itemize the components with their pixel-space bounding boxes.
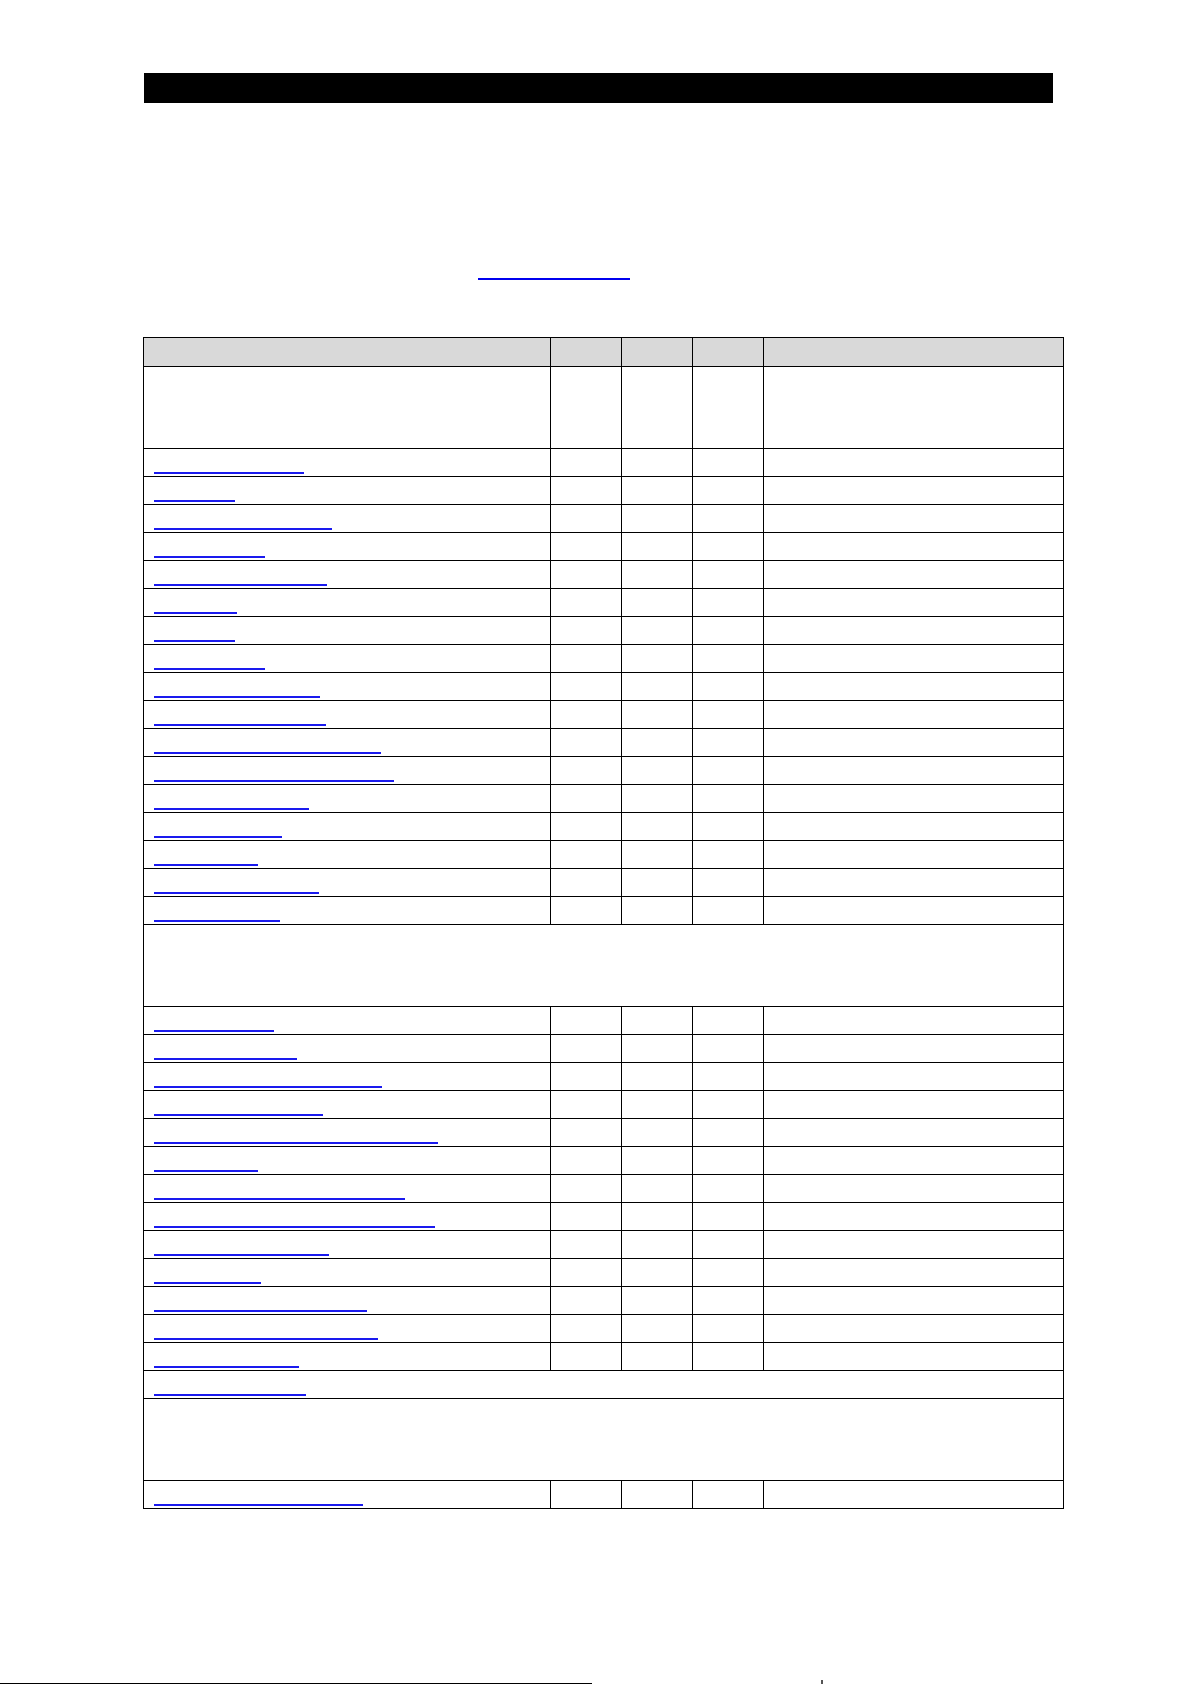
link-cell [144,1035,551,1063]
section-intro-cell [551,367,622,449]
data-cell [622,1063,693,1091]
table-row [144,841,1064,869]
data-cell [693,1091,764,1119]
data-cell [693,1063,764,1091]
table-header-row [144,338,1064,367]
data-cell [622,1259,693,1287]
row-link[interactable] [154,1296,367,1312]
data-cell [693,1007,764,1035]
row-link[interactable] [154,878,319,894]
data-cell [693,561,764,589]
data-cell [693,841,764,869]
row-link[interactable] [154,1184,405,1200]
data-cell [551,589,622,617]
data-cell [693,1343,764,1371]
section-intro-cell [693,367,764,449]
table-row [144,729,1064,757]
row-link[interactable] [154,1240,329,1256]
data-cell [764,757,1064,785]
table-row [144,561,1064,589]
row-link[interactable] [154,1268,261,1284]
table-row [144,1147,1064,1175]
data-cell [551,785,622,813]
data-cell [551,1481,622,1509]
data-cell [622,1091,693,1119]
link-cell [144,505,551,533]
section-intro-row [144,1399,1064,1481]
row-link[interactable] [154,766,394,782]
data-cell [693,1259,764,1287]
row-link[interactable] [154,794,309,810]
table-row [144,1481,1064,1509]
table-row [144,869,1064,897]
data-cell [764,701,1064,729]
link-cell [144,1119,551,1147]
data-cell [693,813,764,841]
data-cell [622,1231,693,1259]
intro-link[interactable] [478,262,630,280]
column-header [622,338,693,367]
data-cell [551,1035,622,1063]
data-cell [693,505,764,533]
table-row [144,785,1064,813]
row-link[interactable] [154,1100,323,1116]
row-link[interactable] [154,710,326,726]
data-cell [693,869,764,897]
row-link[interactable] [154,1016,274,1032]
data-cell [551,1091,622,1119]
data-cell [693,1231,764,1259]
table-row [144,1063,1064,1091]
data-cell [551,1287,622,1315]
section-intro-cell [144,367,551,449]
link-cell [144,785,551,813]
row-link[interactable] [154,1324,378,1340]
data-cell [551,1343,622,1371]
data-cell [764,1091,1064,1119]
data-cell [622,869,693,897]
data-cell [551,1147,622,1175]
row-link[interactable] [154,906,280,922]
data-cell [551,1175,622,1203]
data-cell [622,561,693,589]
data-cell [622,1287,693,1315]
data-cell [764,1203,1064,1231]
table-row [144,589,1064,617]
column-header [144,338,551,367]
row-link[interactable] [154,514,332,530]
data-cell [551,617,622,645]
table-row [144,1119,1064,1147]
table-row [144,617,1064,645]
data-cell [764,729,1064,757]
row-link[interactable] [154,1352,299,1368]
link-cell [144,1147,551,1175]
row-link[interactable] [154,570,327,586]
data-cell [551,1231,622,1259]
data-cell [764,617,1064,645]
data-cell [551,869,622,897]
column-header [693,338,764,367]
link-cell [144,729,551,757]
section-intro-row [144,925,1064,1007]
link-cell [144,897,551,925]
data-cell [622,701,693,729]
data-cell [551,1315,622,1343]
link-cell [144,1371,1064,1399]
row-link[interactable] [154,1072,382,1088]
data-cell [693,1119,764,1147]
data-cell [551,729,622,757]
data-cell [551,757,622,785]
data-cell [551,1063,622,1091]
data-cell [764,1287,1064,1315]
data-cell [622,1203,693,1231]
data-cell [622,589,693,617]
link-cell [144,1259,551,1287]
link-cell [144,1481,551,1509]
data-cell [622,1343,693,1371]
data-cell [764,869,1064,897]
data-cell [551,1259,622,1287]
data-cell [693,701,764,729]
data-cell [622,1147,693,1175]
data-cell [764,505,1064,533]
data-cell [764,1231,1064,1259]
data-cell [693,645,764,673]
data-cell [764,1063,1064,1091]
footnote-separator [0,1683,592,1684]
section-intro-cell [144,925,1064,1007]
data-cell [622,729,693,757]
data-cell [764,897,1064,925]
row-link[interactable] [154,598,237,614]
data-cell [764,1007,1064,1035]
data-cell [622,645,693,673]
link-cell [144,645,551,673]
data-cell [622,785,693,813]
link-cell [144,673,551,701]
table-row [144,1259,1064,1287]
data-cell [622,757,693,785]
row-link[interactable] [154,738,381,754]
data-cell [693,897,764,925]
link-cell [144,477,551,505]
section-intro-cell [144,1399,1064,1481]
data-cell [551,477,622,505]
data-cell [551,897,622,925]
table-row [144,1371,1064,1399]
link-cell [144,869,551,897]
column-header [551,338,622,367]
data-cell [764,1481,1064,1509]
table-row [144,477,1064,505]
data-cell [764,477,1064,505]
data-cell [551,505,622,533]
data-cell [551,841,622,869]
data-cell [551,561,622,589]
table-row [144,645,1064,673]
data-cell [764,449,1064,477]
data-cell [764,673,1064,701]
page-mark [821,1680,823,1684]
data-cell [693,1287,764,1315]
data-cell [764,841,1064,869]
data-cell [693,757,764,785]
data-cell [551,673,622,701]
data-cell [551,449,622,477]
link-cell [144,701,551,729]
table-row [144,1007,1064,1035]
data-cell [693,1175,764,1203]
page-header-bar [144,73,1053,103]
link-cell [144,533,551,561]
link-cell [144,841,551,869]
link-cell [144,1343,551,1371]
data-cell [693,1481,764,1509]
table-row [144,757,1064,785]
data-cell [551,645,622,673]
table-row [144,1231,1064,1259]
data-cell [693,449,764,477]
data-cell [764,1259,1064,1287]
link-cell [144,1175,551,1203]
data-cell [693,729,764,757]
section-intro-cell [622,367,693,449]
data-cell [764,1119,1064,1147]
data-cell [693,533,764,561]
table-row [144,533,1064,561]
data-cell [622,477,693,505]
table-row [144,897,1064,925]
row-link[interactable] [154,654,265,670]
data-cell [693,1147,764,1175]
row-link[interactable] [154,682,320,698]
table-row [144,1343,1064,1371]
data-cell [622,1007,693,1035]
data-cell [551,813,622,841]
table-row [144,1287,1064,1315]
data-cell [622,1315,693,1343]
link-cell [144,1231,551,1259]
data-cell [551,1007,622,1035]
data-cell [693,589,764,617]
table-row [144,701,1064,729]
data-cell [764,1315,1064,1343]
intro-link-text [478,262,630,280]
table-row [144,1175,1064,1203]
data-cell [693,673,764,701]
row-link[interactable] [154,542,265,558]
data-cell [622,813,693,841]
link-cell [144,449,551,477]
row-link[interactable] [154,1044,297,1060]
data-cell [764,813,1064,841]
table-row [144,1203,1064,1231]
data-cell [764,1175,1064,1203]
data-cell [764,533,1064,561]
data-cell [622,1481,693,1509]
data-cell [622,505,693,533]
column-header [764,338,1064,367]
link-cell [144,1091,551,1119]
table-row [144,673,1064,701]
row-link[interactable] [154,1128,438,1144]
data-cell [764,1343,1064,1371]
link-cell [144,1203,551,1231]
data-cell [551,533,622,561]
row-link[interactable] [154,850,258,866]
table-row [144,813,1064,841]
data-cell [622,533,693,561]
link-cell [144,1007,551,1035]
data-cell [764,785,1064,813]
row-link[interactable] [154,458,304,474]
row-link[interactable] [154,486,235,502]
link-cell [144,617,551,645]
link-cell [144,757,551,785]
data-cell [764,561,1064,589]
link-cell [144,1063,551,1091]
data-cell [764,645,1064,673]
data-cell [693,785,764,813]
table-row [144,1315,1064,1343]
section-intro-row [144,367,1064,449]
data-cell [622,449,693,477]
data-cell [622,841,693,869]
link-cell [144,1287,551,1315]
data-cell [622,1119,693,1147]
data-cell [551,1203,622,1231]
data-cell [693,617,764,645]
link-cell [144,813,551,841]
data-cell [622,1175,693,1203]
data-cell [551,1119,622,1147]
link-cell [144,561,551,589]
row-link[interactable] [154,1156,258,1172]
table-row [144,1035,1064,1063]
data-cell [622,1035,693,1063]
row-link[interactable] [154,1380,306,1396]
table-row [144,449,1064,477]
row-link[interactable] [154,822,282,838]
link-cell [144,589,551,617]
data-cell [622,897,693,925]
data-cell [622,673,693,701]
row-link[interactable] [154,626,235,642]
data-cell [551,701,622,729]
row-link[interactable] [154,1212,435,1228]
data-cell [693,1035,764,1063]
table-row [144,1091,1064,1119]
links-table [143,337,1064,1509]
data-cell [764,589,1064,617]
row-link[interactable] [154,1490,363,1506]
data-cell [764,1035,1064,1063]
data-cell [693,1203,764,1231]
data-cell [693,477,764,505]
data-cell [764,1147,1064,1175]
table-row [144,505,1064,533]
data-cell [693,1315,764,1343]
data-cell [622,617,693,645]
section-intro-cell [764,367,1064,449]
link-cell [144,1315,551,1343]
